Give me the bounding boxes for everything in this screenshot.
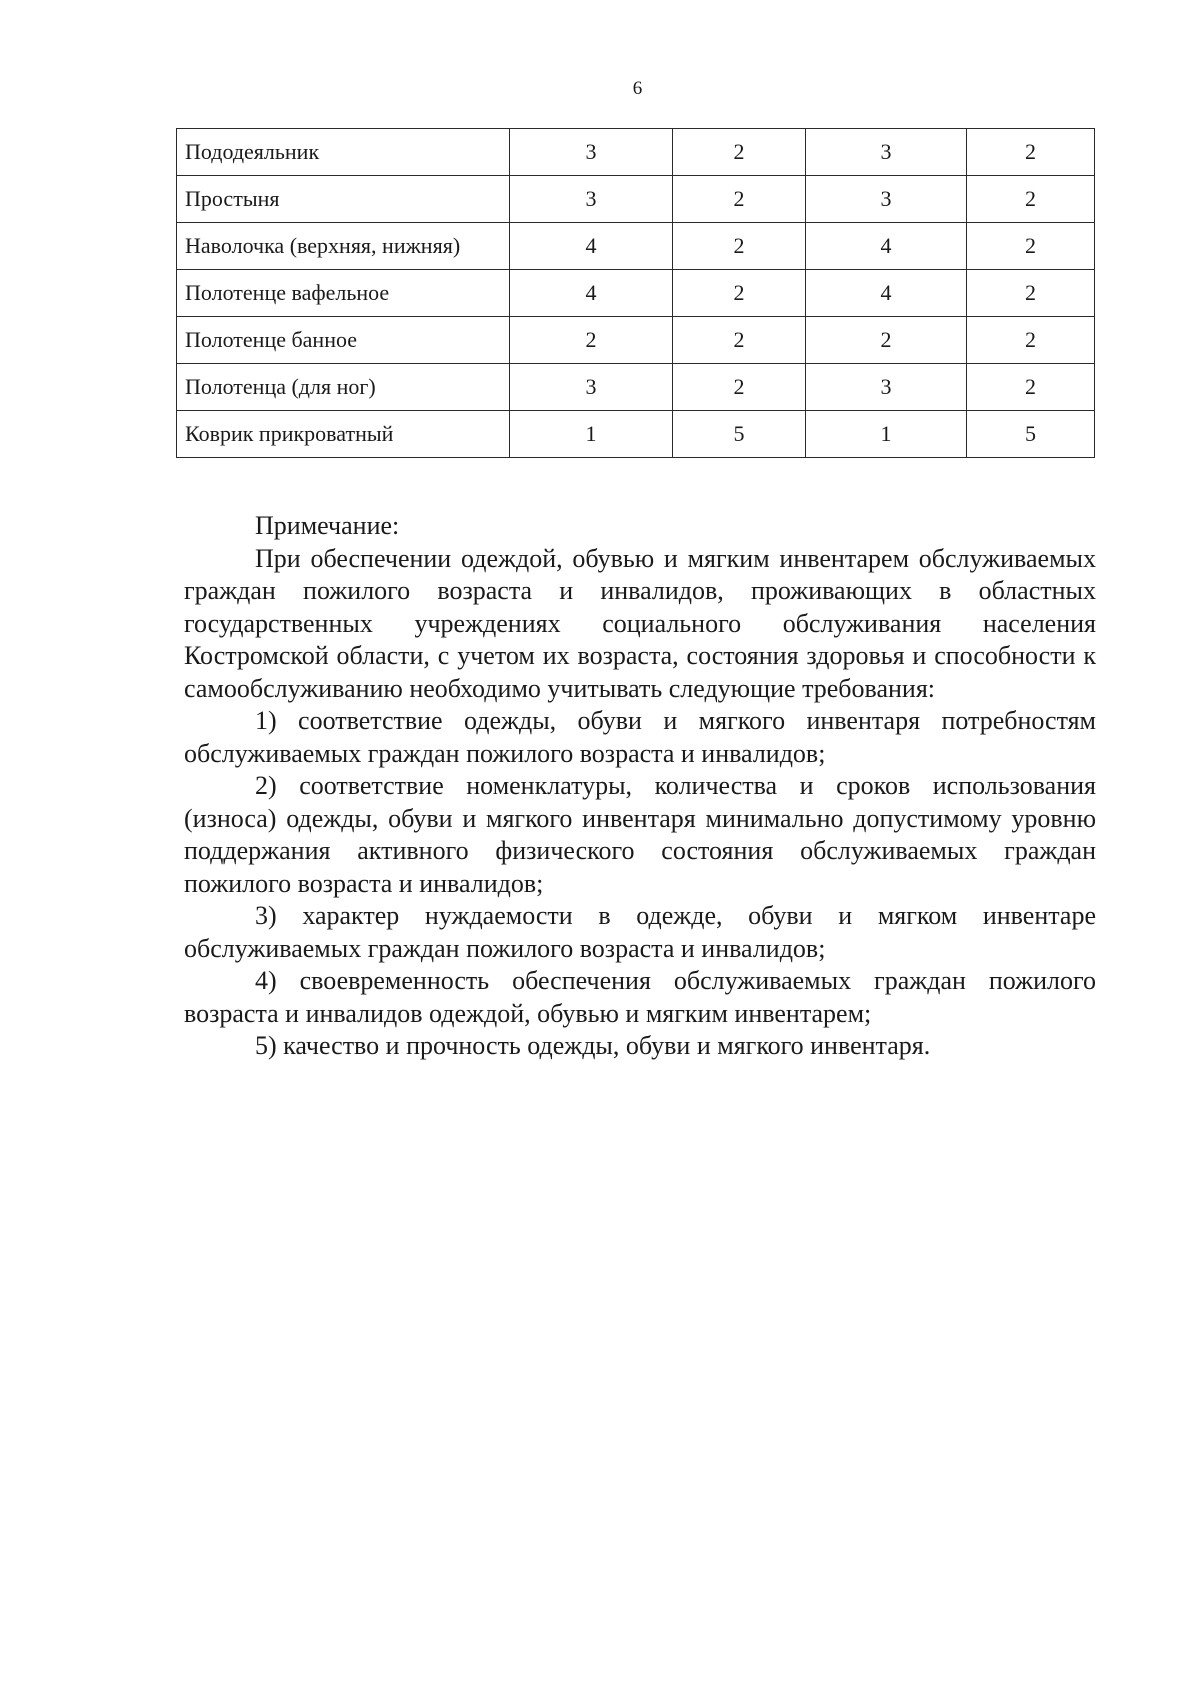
table-row [177,364,1095,411]
item-name-cell: Наволочка (верхняя, нижняя) [177,223,510,270]
page-number: 6 [632,78,643,99]
value-cell: 1 [806,411,967,458]
value-cell: 4 [510,270,673,317]
value-cell: 5 [673,411,806,458]
requirement-item: 5) качество и прочность одежды, обуви и мягкого инвентаря. [255,1031,931,1060]
item-name-cell: Коврик прикроватный [177,411,510,458]
value-cell: 2 [806,317,967,364]
value-cell: 4 [510,223,673,270]
item-name-cell: Полотенце вафельное [177,270,510,317]
value-cell: 2 [673,223,806,270]
table-row [177,270,1095,317]
value-cell: 2 [673,270,806,317]
items-table [176,128,1095,458]
value-cell: 3 [510,176,673,223]
value-cell: 2 [510,317,673,364]
table-row [177,411,1095,458]
item-name-cell: Полотенца (для ног) [177,364,510,411]
note-heading: Примечание: [255,511,400,540]
value-cell: 2 [967,176,1095,223]
item-name-cell: Простыня [177,176,510,223]
item-name-cell: Полотенце банное [177,317,510,364]
value-cell: 2 [673,176,806,223]
value-cell: 2 [967,223,1095,270]
table-row [177,317,1095,364]
table-row [177,176,1095,223]
value-cell: 2 [967,364,1095,411]
requirement-item: 2) соответствие номенклатуры, количества и сроков использования (износа) одежды, обуви и мягкого инвентаря минимально допустимому уровню поддержания активного физического состояния обслуживаемых граждан пожилого возраста и инвалидов; [184,771,1096,898]
value-cell: 2 [673,129,806,176]
value-cell: 2 [967,317,1095,364]
value-cell: 1 [510,411,673,458]
value-cell: 4 [806,223,967,270]
value-cell: 2 [967,129,1095,176]
value-cell: 3 [806,176,967,223]
note-section [184,510,1096,1063]
requirement-item: 3) характер нуждаемости в одежде, обуви и мягком инвентаре обслуживаемых граждан пожилого возраста и инвалидов; [184,901,1096,963]
note-intro-paragraph: При обеспечении одеждой, обувью и мягким инвентарем обслуживаемых граждан пожилого возраста и инвалидов, проживающих в областных государственных учреждениях социального обслуживания населения Костромской области, с учетом их возраста, состояния здоровья и способности к самообслуживанию необходимо учитывать следующие требования: [184,543,1096,703]
value-cell: 2 [967,270,1095,317]
value-cell: 2 [673,317,806,364]
value-cell: 3 [806,364,967,411]
item-name-cell: Пододеяльник [177,129,510,176]
value-cell: 2 [673,364,806,411]
value-cell: 3 [510,364,673,411]
table-row [177,223,1095,270]
value-cell: 4 [806,270,967,317]
requirement-item: 4) своевременность обеспечения обслуживаемых граждан пожилого возраста и инвалидов одеждой, обувью и мягким инвентарем; [184,966,1096,1028]
value-cell: 3 [510,129,673,176]
requirement-item: 1) соответствие одежды, обуви и мягкого инвентаря потребностям обслуживаемых граждан пожилого возраста и инвалидов; [184,706,1096,768]
value-cell: 5 [967,411,1095,458]
table-row [177,129,1095,176]
value-cell: 3 [806,129,967,176]
